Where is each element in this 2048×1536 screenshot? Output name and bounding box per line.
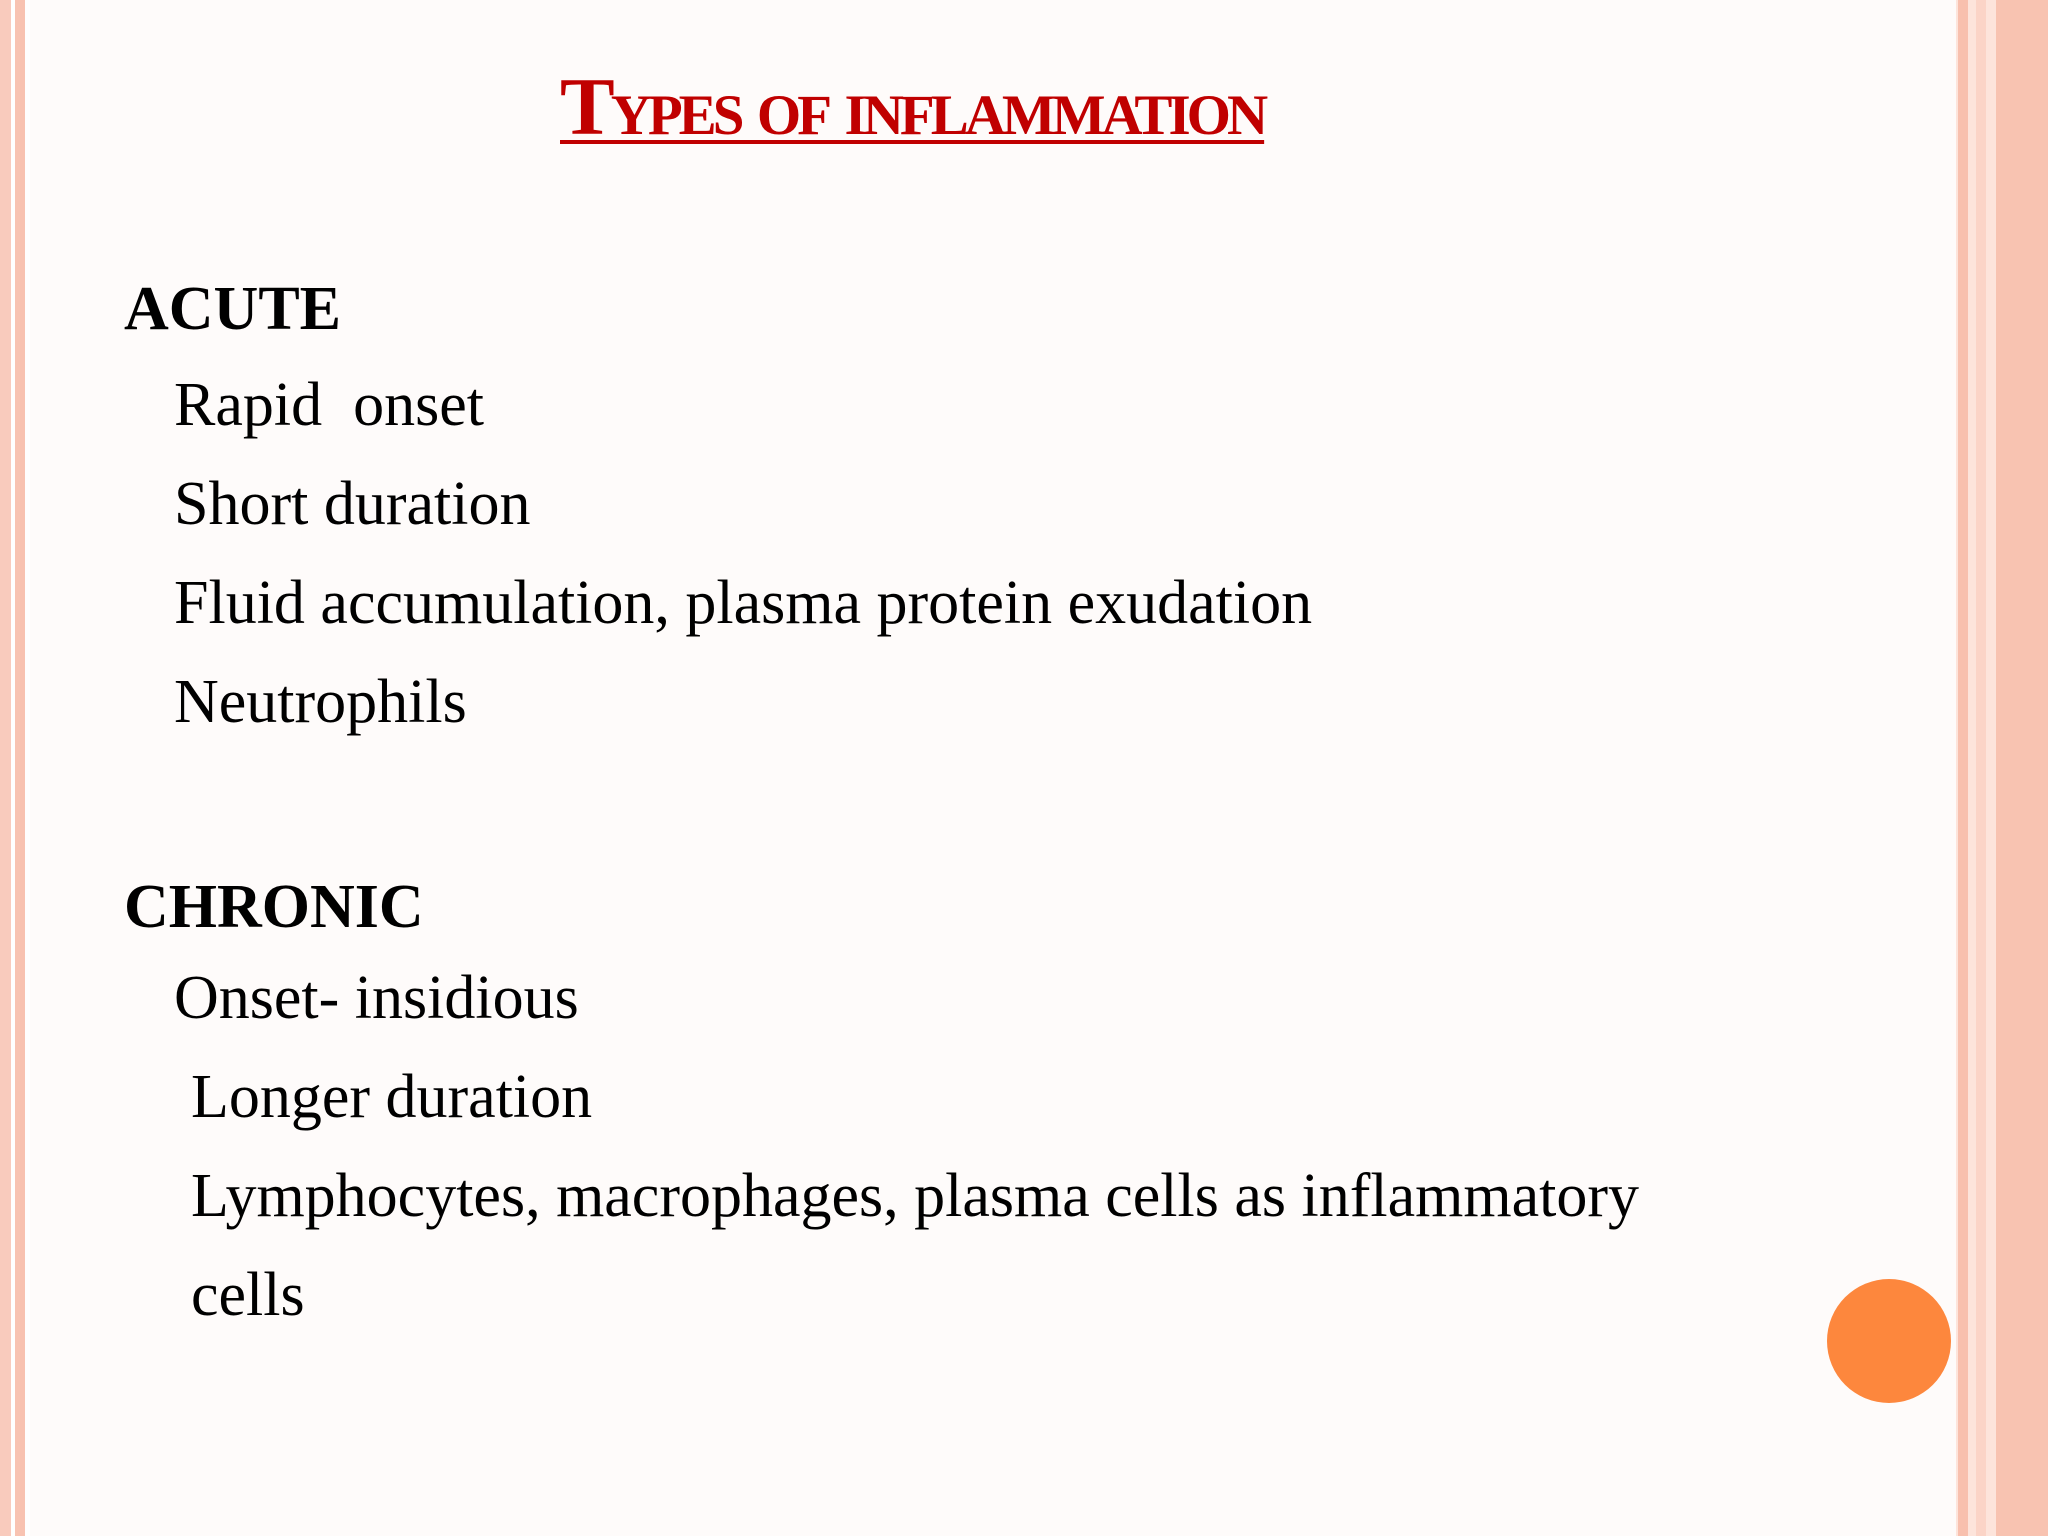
list-item: Rapid onset [174,371,484,439]
list-item: Onset- insidious [174,964,579,1032]
list-item: Longer duration [191,1063,593,1131]
section-heading-chronic: CHRONIC [124,873,424,941]
list-item: Neutrophils [174,668,467,736]
slide-title: Types of inflammation [560,61,1265,152]
list-item: Lymphocytes, macrophages, plasma cells as inflammatory [191,1162,1639,1230]
section-heading-acute: ACUTE [124,275,342,343]
list-item: cells [191,1261,305,1329]
left-border-stripe [15,0,25,1536]
right-border-stripe [1976,0,1986,1536]
left-border-stripe [0,0,11,1536]
right-border-stripe [1996,0,2048,1536]
orange-circle-icon [1827,1279,1951,1403]
list-item: Short duration [174,470,531,538]
right-border-stripe [1958,0,1968,1536]
list-item: Fluid accumulation, plasma protein exudation [174,569,1313,637]
